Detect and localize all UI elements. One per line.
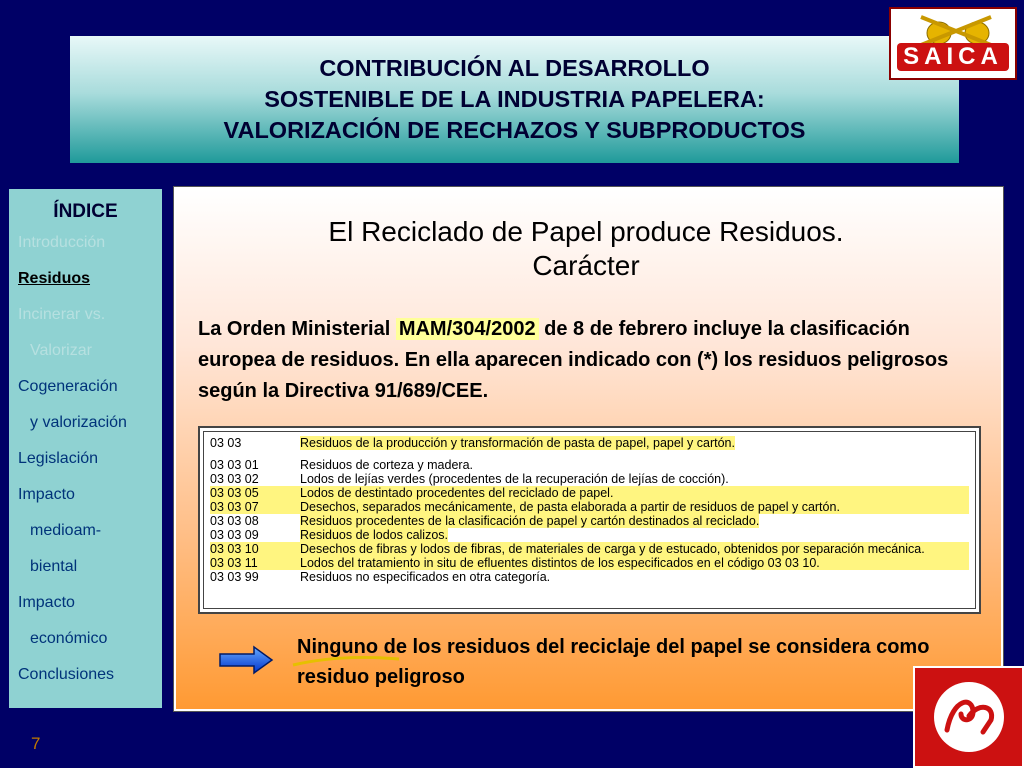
table-code: 03 03 99	[210, 570, 259, 584]
sidebar-item-economico[interactable]: económico	[30, 630, 108, 647]
para-text-before: La Orden Ministerial	[198, 318, 391, 340]
table-row	[210, 500, 969, 514]
table-desc: Lodos de lejías verdes (procedentes de la recuperación de lejías de cocción).	[300, 472, 729, 486]
sidebar-item-impacto-1[interactable]: Impacto	[18, 486, 75, 503]
corner-emblem-icon	[934, 682, 1004, 752]
table-desc: Desechos de fibras y lodos de fibras, de materiales de carga y de estucado, obtenidos por separación mecánica.	[300, 542, 925, 556]
table-row	[210, 458, 969, 472]
underline-stroke-icon	[291, 654, 401, 668]
table-code: 03 03 07	[210, 500, 259, 514]
table-row	[210, 570, 969, 584]
table-row	[210, 514, 969, 528]
table-code: 03 03 08	[210, 514, 259, 528]
title-line-2: Carácter	[532, 250, 640, 281]
header-line-2: SOSTENIBLE DE LA INDUSTRIA PAPELERA:	[264, 86, 765, 112]
waste-code-table	[198, 426, 981, 614]
sidebar-item-legislacion[interactable]: Legislación	[18, 450, 99, 467]
sidebar-item-conclusiones[interactable]: Conclusiones	[18, 666, 115, 683]
emphasis-word-wrap	[297, 632, 378, 662]
emblem-monogram-icon	[939, 692, 999, 742]
corner-logo	[913, 666, 1024, 768]
conclusion-note	[297, 632, 957, 692]
right-arrow-icon	[218, 645, 274, 675]
sidebar-item-valorizar[interactable]: Valorizar	[30, 342, 92, 359]
title-line-1: El Reciclado de Papel produce Residuos.	[328, 216, 844, 247]
header-line-3: VALORIZACIÓN DE RECHAZOS Y SUBPRODUCTOS	[223, 117, 806, 143]
saica-wordmark: SAICA	[897, 43, 1009, 71]
conclusion-text: de los residuos del reciclaje del papel se considera como residuo peligroso	[297, 636, 930, 688]
emphasis-word: Ninguno	[297, 636, 379, 658]
table-code: 03 03 11	[210, 556, 258, 570]
sidebar-item-incinerar[interactable]: Incinerar vs.	[18, 306, 106, 323]
intro-paragraph	[198, 314, 978, 407]
sidebar-item-medioambiental-1[interactable]: medioam-	[30, 522, 102, 539]
table-code: 03 03 02	[210, 472, 259, 486]
sidebar-item-medioambiental-2[interactable]: biental	[30, 558, 78, 575]
para-text-after: de 8 de febrero incluye la clasificación europea de residuos. En ella aparecen indicado con (*) los residuos peligrosos según la Directiva 91/689/CEE.	[198, 318, 949, 402]
sidebar-item-cogeneracion[interactable]: Cogeneración	[18, 378, 118, 395]
table-code: 03 03 09	[210, 528, 259, 542]
table-desc: Lodos del tratamiento in situ de efluentes distintos de los especificados en el código 03 03 10.	[300, 556, 820, 570]
saica-rolls-icon	[891, 11, 1015, 47]
table-desc: Residuos no especificados en otra categoría.	[300, 570, 551, 584]
index-title: ÍNDICE	[53, 201, 118, 222]
table-row	[210, 472, 969, 486]
sidebar-item-impacto-2[interactable]: Impacto	[18, 594, 75, 611]
table-row	[210, 528, 969, 542]
page-title	[216, 215, 956, 283]
header-line-1: CONTRIBUCIÓN AL DESARROLLO	[319, 55, 710, 81]
sidebar-item-introduccion[interactable]: Introducción	[18, 234, 106, 251]
table-desc: Desechos, separados mecánicamente, de pasta elaborada a partir de residuos de papel y cartón.	[300, 500, 840, 514]
order-reference: MAM/304/2002	[396, 318, 539, 340]
table-desc: Residuos de lodos calizos.	[300, 528, 448, 542]
main-content	[174, 187, 1003, 711]
table-code: 03 03 10	[210, 542, 259, 556]
sidebar-item-y-valorizacion[interactable]: y valorización	[30, 414, 127, 431]
table-code: 03 03	[210, 436, 242, 450]
table-code: 03 03 01	[210, 458, 259, 472]
saica-logo	[889, 7, 1017, 80]
table-desc: Residuos de la producción y transformación de pasta de papel, papel y cartón.	[300, 436, 735, 450]
table-row	[210, 542, 969, 556]
table-desc: Residuos procedentes de la clasificación de papel y cartón destinados al reciclado.	[300, 514, 760, 528]
table-code: 03 03 05	[210, 486, 259, 500]
sidebar-item-residuos[interactable]: Residuos	[18, 270, 91, 287]
index-sidebar	[9, 189, 162, 708]
slide-header	[70, 36, 959, 163]
table-desc: Lodos de destintado procedentes del reciclado de papel.	[300, 486, 614, 500]
table-desc: Residuos de corteza y madera.	[300, 458, 474, 472]
page-number: 7	[31, 734, 41, 753]
table-row	[210, 486, 969, 500]
table-row	[210, 556, 969, 570]
table-row	[210, 436, 969, 450]
